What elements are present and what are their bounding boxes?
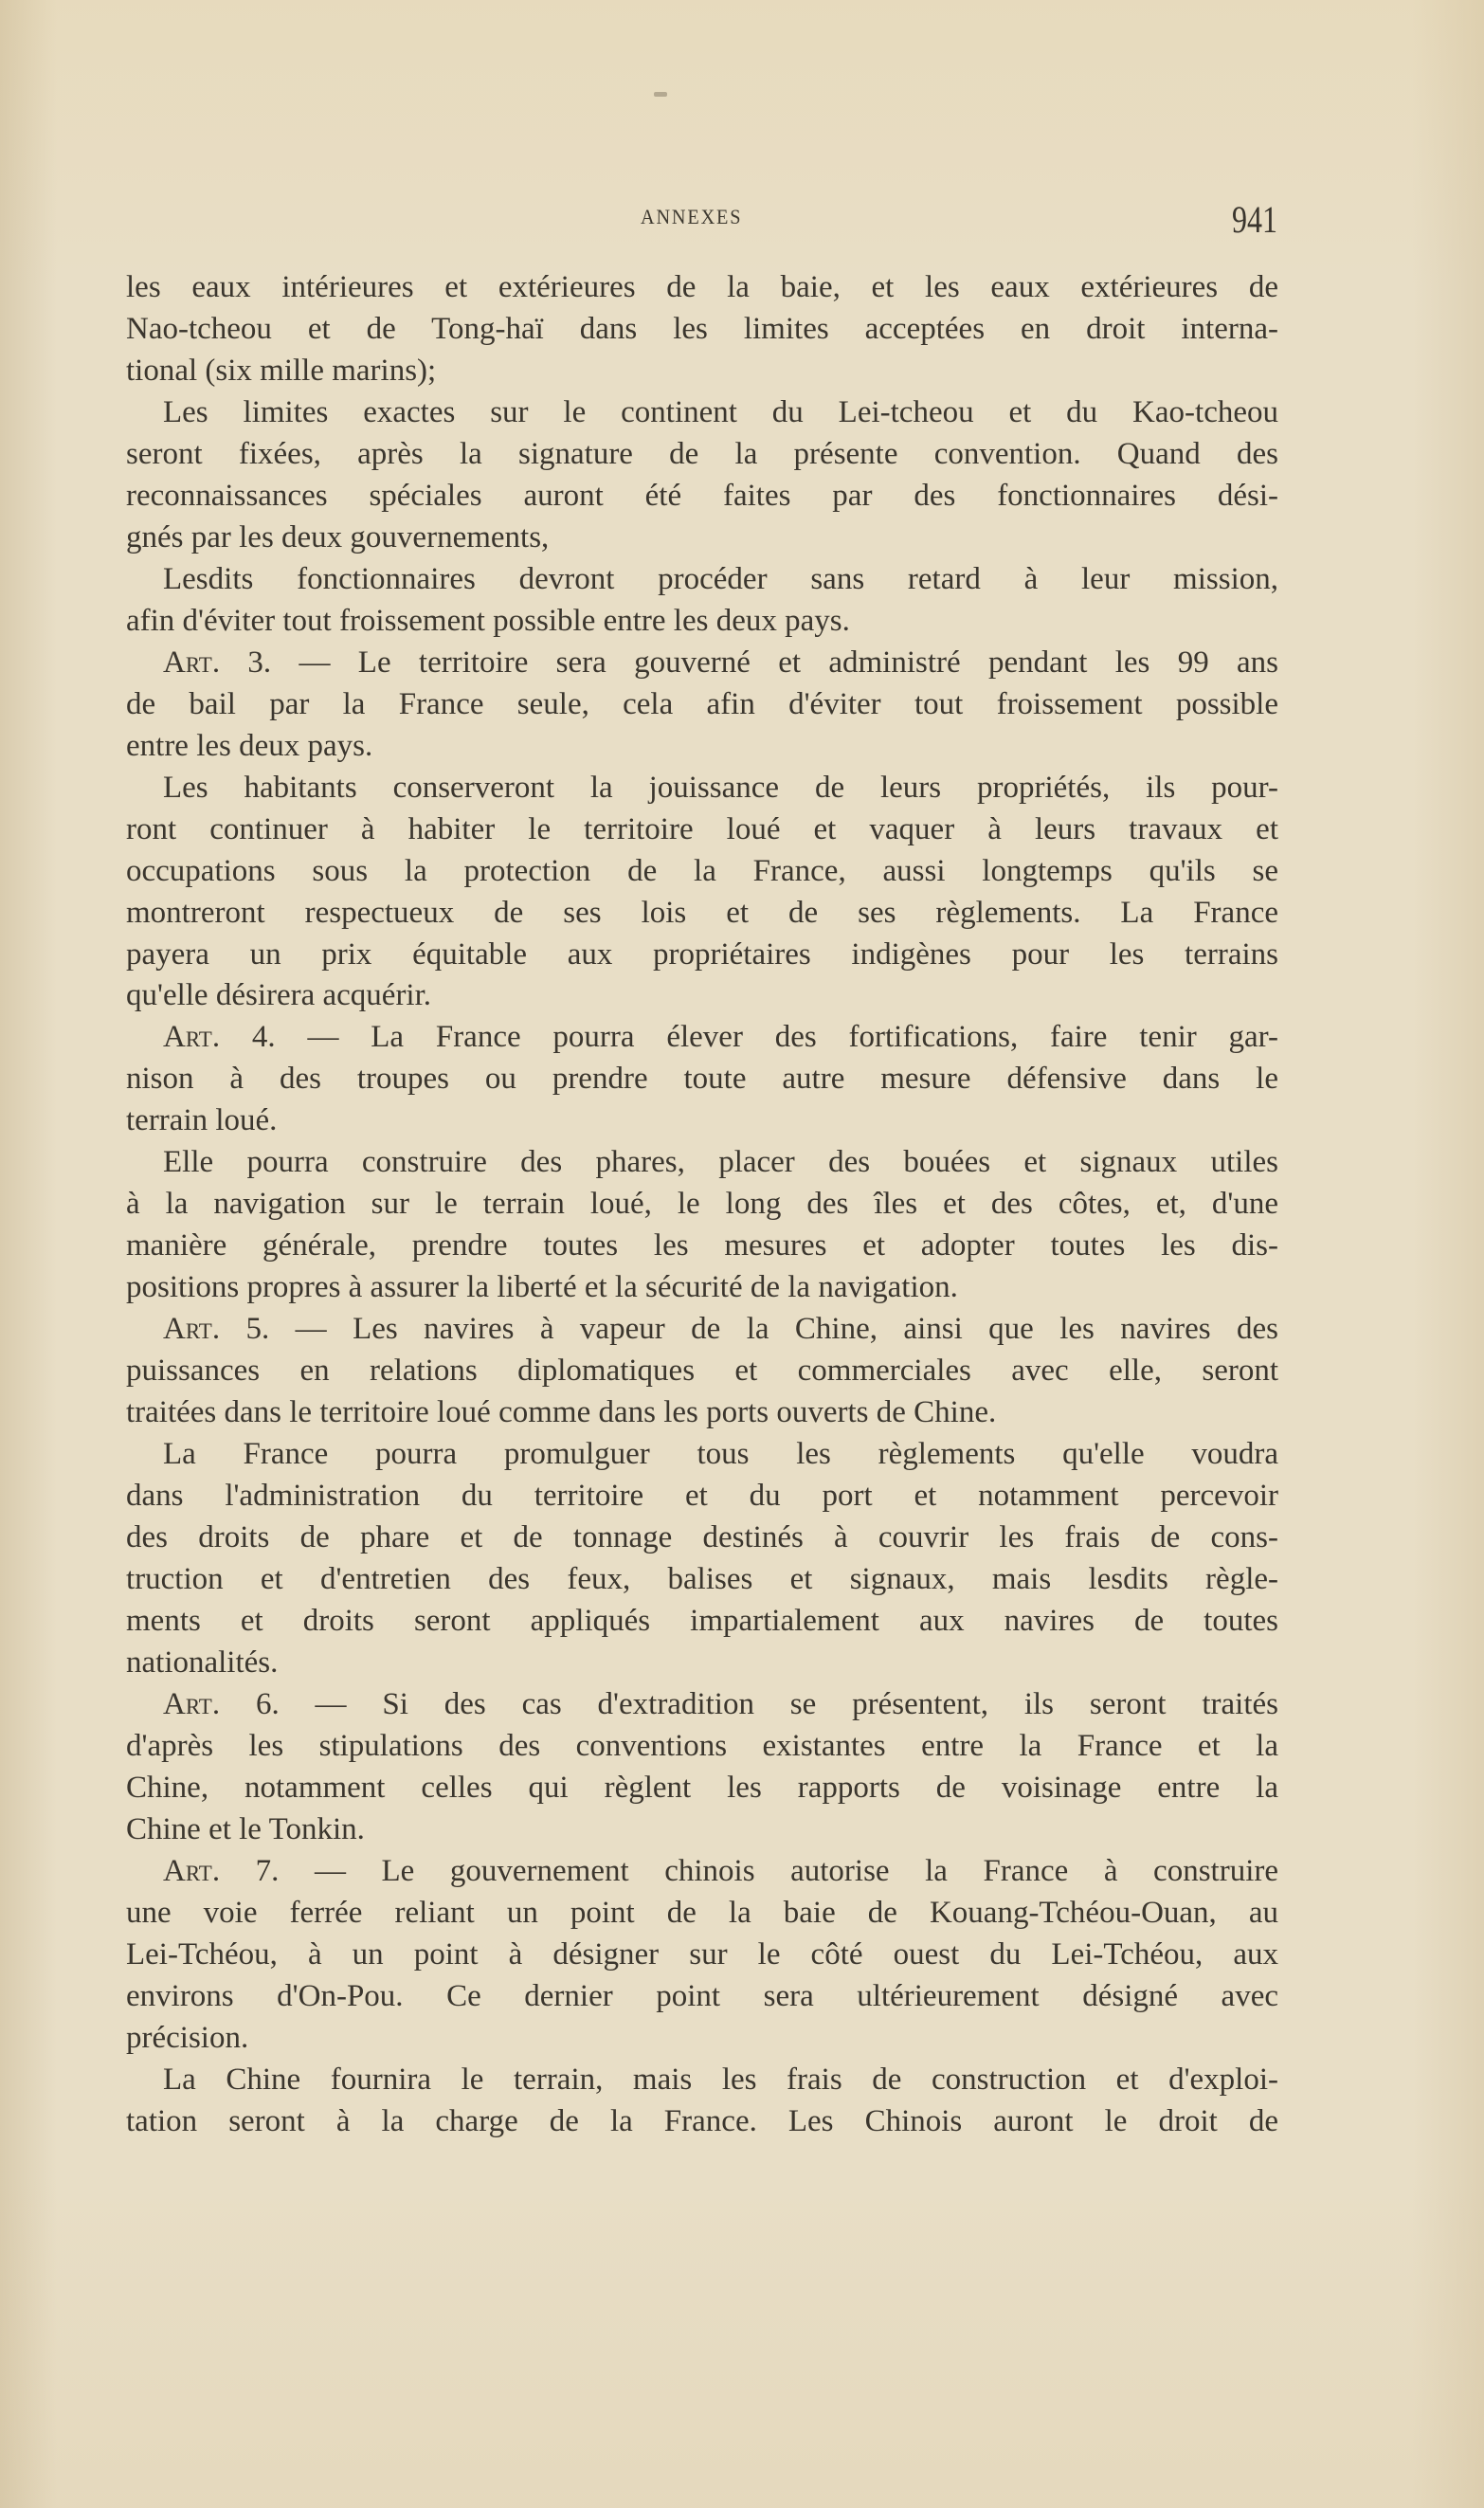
article-line bbox=[126, 1017, 1278, 1059]
text-line: qu'elle désirera acquérir. bbox=[126, 978, 432, 1013]
text-line: positions propres à assurer la liberté et la sécurité de la navigation. bbox=[126, 1270, 958, 1305]
article-label: Art. bbox=[163, 1686, 221, 1721]
line-text: 4. — La France pourra élever des fortifications, faire tenir gar- bbox=[220, 1020, 1278, 1055]
text-line: Chine et le Tonkin. bbox=[126, 1811, 365, 1846]
text-line: montreront respectueux de ses lois et de ses règlements. La France bbox=[126, 895, 1278, 930]
text-line: Chine, notamment celles qui règlent les rapports de voisinage entre la bbox=[126, 1770, 1278, 1805]
text-line: une voie ferrée reliant un point de la baie de Kouang-Tchéou-Ouan, au bbox=[126, 1895, 1278, 1930]
text-line: La Chine fournira le terrain, mais les frais de construction et d'exploi- bbox=[163, 2062, 1278, 2097]
running-title: ANNEXES bbox=[641, 205, 743, 228]
line-text: 7. — Le gouvernement chinois autorise la France à construire bbox=[220, 1853, 1278, 1888]
line-text: 5. — Les navires à vapeur de la Chine, ainsi que les navires des bbox=[220, 1312, 1278, 1347]
text-line: reconnaissances spéciales auront été faites par des fonctionnaires dési- bbox=[126, 478, 1278, 513]
article-label: Art. bbox=[163, 645, 221, 680]
text-line: afin d'éviter tout froissement possible entre les deux pays. bbox=[126, 603, 850, 638]
text-line: dans l'administration du territoire et du port et notamment percevoir bbox=[126, 1479, 1278, 1514]
text-line: traitées dans le territoire loué comme dans les ports ouverts de Chine. bbox=[126, 1395, 997, 1430]
text-line: tional (six mille marins); bbox=[126, 353, 437, 388]
article-label: Art. bbox=[163, 1853, 221, 1888]
article-line bbox=[126, 1851, 1278, 1893]
text-line: ront continuer à habiter le territoire loué et vaquer à leurs travaux et bbox=[126, 811, 1278, 846]
text-line: précision. bbox=[126, 2020, 249, 2055]
text-line: Lesdits fonctionnaires devront procéder sans retard à leur mission, bbox=[163, 561, 1278, 596]
article-line bbox=[126, 1684, 1278, 1726]
text-line: à la navigation sur le terrain loué, le long des îles et des côtes, et, d'une bbox=[126, 1187, 1278, 1222]
text-line: Nao-tcheou et de Tong-haï dans les limites acceptées en droit interna- bbox=[126, 311, 1278, 346]
text-line: gnés par les deux gouvernements, bbox=[126, 519, 550, 554]
text-line: truction et d'entretien des feux, balises et signaux, mais lesdits règle- bbox=[126, 1562, 1278, 1597]
text-line: Les habitants conserveront la jouissance de leurs propriétés, ils pour- bbox=[163, 770, 1278, 805]
text-line: des droits de phare et de tonnage destinés à couvrir les frais de cons- bbox=[126, 1520, 1278, 1555]
paper-speck bbox=[654, 92, 667, 97]
text-line: La France pourra promulguer tous les règlements qu'elle voudra bbox=[163, 1437, 1278, 1472]
text-line: nison à des troupes ou prendre toute autre mesure défensive dans le bbox=[126, 1062, 1278, 1097]
article-label: Art. bbox=[163, 1020, 221, 1055]
line-text: 6. — Si des cas d'extradition se présentent, ils seront traités bbox=[220, 1686, 1278, 1721]
text-line: puissances en relations diplomatiques et commerciales avec elle, seront bbox=[126, 1354, 1278, 1389]
body-text bbox=[126, 267, 1278, 2143]
text-line: les eaux intérieures et extérieures de la baie, et les eaux extérieures de bbox=[126, 270, 1278, 304]
text-line: tation seront à la charge de la France. Les Chinois auront le droit de bbox=[126, 2103, 1278, 2138]
text-line: Elle pourra construire des phares, placer des bouées et signaux utiles bbox=[163, 1145, 1278, 1180]
text-line: manière générale, prendre toutes les mesures et adopter toutes les dis- bbox=[126, 1228, 1278, 1263]
article-line bbox=[126, 1309, 1278, 1351]
text-line: de bail par la France seule, cela afin d'éviter tout froissement possible bbox=[126, 686, 1278, 721]
page-number: 941 bbox=[1232, 198, 1277, 241]
text-line: payera un prix équitable aux propriétaires indigènes pour les terrains bbox=[126, 936, 1278, 972]
article-line bbox=[126, 643, 1278, 684]
text-line: entre les deux pays. bbox=[126, 728, 373, 763]
text-line: occupations sous la protection de la France, aussi longtemps qu'ils se bbox=[126, 853, 1278, 888]
text-line: nationalités. bbox=[126, 1645, 279, 1680]
text-line: Les limites exactes sur le continent du Lei-tcheou et du Kao-tcheou bbox=[163, 394, 1278, 429]
text-line: Lei-Tchéou, à un point à désigner sur le côté ouest du Lei-Tchéou, aux bbox=[126, 1936, 1278, 1972]
text-line: ments et droits seront appliqués impartialement aux navires de toutes bbox=[126, 1604, 1278, 1638]
text-line: seront fixées, après la signature de la présente convention. Quand des bbox=[126, 436, 1278, 471]
running-head bbox=[121, 198, 1279, 241]
text-line: environs d'On-Pou. Ce dernier point sera ultérieurement désigné avec bbox=[126, 1978, 1278, 2013]
text-line: terrain loué. bbox=[126, 1103, 278, 1138]
article-label: Art. bbox=[163, 1312, 221, 1347]
text-line: d'après les stipulations des conventions existantes entre la France et la bbox=[126, 1728, 1278, 1763]
line-text: 3. — Le territoire sera gouverné et administré pendant les 99 ans bbox=[220, 645, 1278, 680]
